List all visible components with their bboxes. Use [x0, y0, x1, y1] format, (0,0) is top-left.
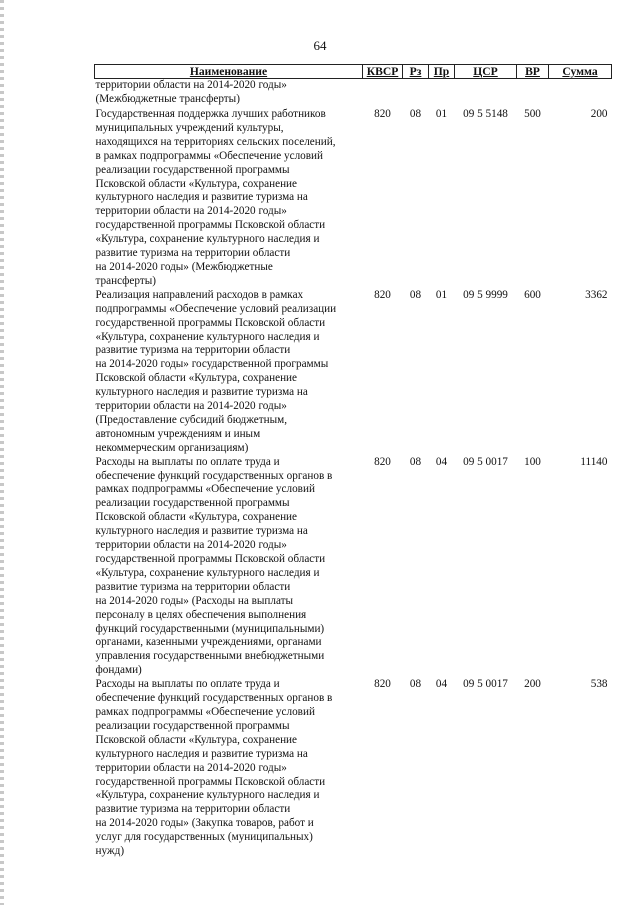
- row-rz: 08: [409, 678, 422, 691]
- header-vr: ВР: [517, 65, 549, 79]
- row-name: Государственная поддержка лучших работников муниципальных учреждений культуры, находящихся на территориях сельских поселений, в рамках подпрограммы «Обеспечение условий реализации государственной программы Псковской области «Культура, сохранение культурного наследия и развитие туризма на территории области на 2014-2020 годы» государственной программы Псковской области «Культура, сохранение культурного наследия и развитие туризма на территории области на 2014-2020 годы» (Межбюджетные трансферты): [95, 108, 336, 287]
- row-pr: [429, 79, 455, 109]
- row-name: Расходы на выплаты по оплате труда и обеспечение функций государственных органов в рамках подпрограммы «Обеспечение условий реализации государственной программы Псковской области «Культура, сохранение культурного наследия и развитие туризма на территории области на 2014-2020 годы» государственной программы Псковской области «Культура, сохранение культурного наследия и развитие туризма на территории области на 2014-2020 годы» (Расходы на выплаты персоналу в целях обеспечения выполнения функций государственными (муниципальными) органами, казенными учреждениями, органами управления государственными внебюджетными фондами): [95, 455, 333, 677]
- row-kvsr: 820: [374, 288, 391, 301]
- scan-edge-artifact: [0, 0, 4, 905]
- header-csr: ЦСР: [455, 65, 517, 79]
- row-pr: 01: [435, 288, 448, 301]
- row-sum: 3362: [585, 288, 608, 301]
- row-sum: 11140: [580, 455, 608, 468]
- header-sum: Сумма: [549, 65, 612, 79]
- row-vr: 500: [524, 108, 541, 120]
- row-vr: 100: [524, 455, 541, 468]
- row-csr: 09 5 5148: [463, 108, 508, 120]
- row-kvsr: 820: [374, 455, 391, 468]
- row-name: Реализация направлений расходов в рамках подпрограммы «Обеспечение условий реализации государственной программы Псковской области «Культура, сохранение культурного наследия и развитие туризма на территории области на 2014-2020 годы» государственной программы Псковской области «Культура, сохранение культурного наследия и развитие туризма на территории области на 2014-2020 годы» (Предоставление субсидий бюджетным, автономным учреждениям и иным некоммерческим организациям): [95, 288, 337, 454]
- row-kvsr: [363, 79, 403, 109]
- table-row: [95, 79, 612, 109]
- table-header: [95, 65, 612, 79]
- row-kvsr: 820: [374, 108, 391, 120]
- table-row: [95, 289, 612, 456]
- row-name: территории области на 2014-2020 годы» (Межбюджетные трансферты): [95, 79, 287, 105]
- row-sum: [549, 79, 612, 109]
- header-rz: Рз: [403, 65, 429, 79]
- row-pr: 04: [435, 455, 448, 468]
- row-csr: [455, 79, 517, 109]
- row-rz: 08: [409, 455, 422, 468]
- row-vr: 600: [524, 288, 541, 301]
- row-pr: 01: [435, 108, 448, 120]
- header-name: Наименование: [95, 65, 363, 79]
- row-pr: 04: [435, 678, 448, 691]
- row-rz: 08: [409, 288, 422, 301]
- row-name: Расходы на выплаты по оплате труда и обеспечение функций государственных органов в рамках подпрограммы «Обеспечение условий реализации государственной программы Псковской области «Культура, сохранение культурного наследия и развитие туризма на территории области на 2014-2020 годы» государственной программы Псковской области «Культура, сохранение культурного наследия и развитие туризма на территории области на 2014-2020 годы» (Закупка товаров, работ и услуг для государственных (муниципальных) нужд): [95, 678, 333, 858]
- row-sum: 538: [590, 678, 608, 691]
- row-vr: 200: [524, 678, 541, 691]
- header-pr: Пр: [429, 65, 455, 79]
- row-csr: 09 5 9999: [463, 288, 508, 301]
- table-row: [95, 108, 612, 289]
- table-row: [95, 456, 612, 679]
- budget-table: [94, 64, 612, 859]
- row-kvsr: 820: [374, 678, 391, 691]
- row-rz: [403, 79, 429, 109]
- row-sum: 200: [590, 108, 608, 120]
- row-csr: 09 5 0017: [463, 678, 508, 691]
- row-rz: 08: [409, 108, 422, 120]
- table-row: [95, 678, 612, 859]
- row-vr: [517, 79, 549, 109]
- page-number: 64: [313, 38, 327, 53]
- header-kvsr: КВСР: [363, 65, 403, 79]
- row-csr: 09 5 0017: [463, 455, 508, 468]
